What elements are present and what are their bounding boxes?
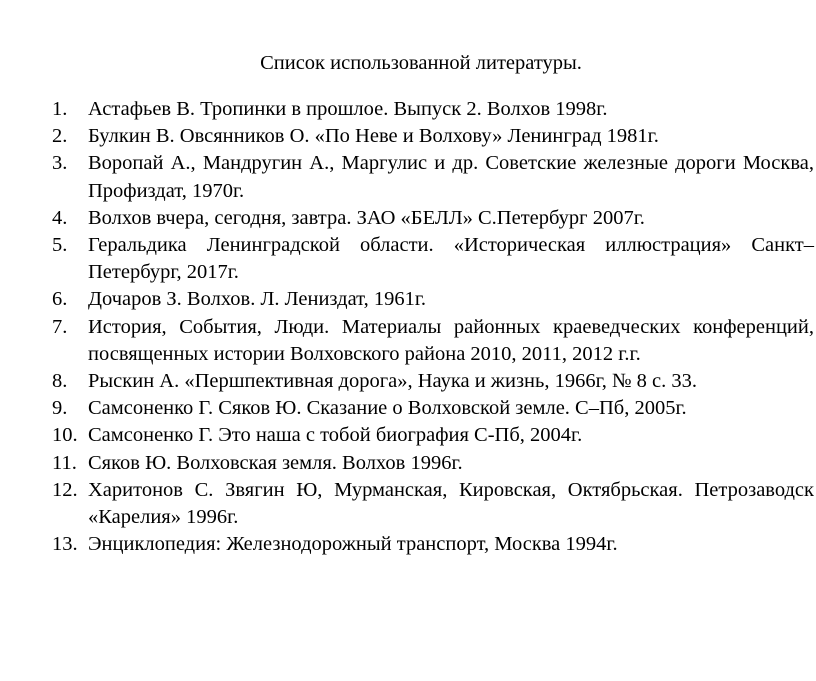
reference-text: Астафьев В. Тропинки в прошлое. Выпуск 2. Волхов 1998г. (88, 98, 608, 120)
reference-item-10 (52, 422, 814, 449)
reference-item-3 (52, 150, 814, 204)
reference-list (52, 96, 814, 558)
document-title: Список использованной литературы. (260, 52, 582, 74)
reference-number: 9. (52, 397, 68, 420)
reference-text: Харитонов С. Звягин Ю, Мурманская, Кировская, Октябрьская. Петрозаводск «Карелия» 1996г. (88, 478, 814, 529)
reference-text: Дочаров З. Волхов. Л. Лениздат, 1961г. (88, 288, 427, 311)
reference-item-4 (52, 205, 814, 232)
reference-number: 5. (52, 234, 68, 257)
reference-number: 10. (52, 424, 78, 447)
reference-number: 13. (52, 533, 78, 556)
reference-item-7 (52, 314, 814, 368)
reference-text: Самсоненко Г. Сяков Ю. Сказание о Волховской земле. С–Пб, 2005г. (88, 397, 687, 420)
reference-text: Булкин В. Овсянников О. «По Неве и Волхову» Ленинград 1981г. (88, 125, 659, 148)
reference-number: 4. (52, 206, 68, 229)
reference-item-6 (52, 286, 814, 313)
reference-number: 12. (52, 478, 78, 501)
reference-number: 7. (52, 315, 68, 338)
reference-text: Самсоненко Г. Это наша с тобой биография С-Пб, 2004г. (88, 424, 583, 447)
reference-number: 3. (52, 152, 68, 175)
reference-text: Волхов вчера, сегодня, завтра. ЗАО «БЕЛЛ» С.Петербург 2007г. (88, 206, 645, 229)
reference-number: 8. (52, 370, 68, 393)
reference-item-8 (52, 368, 814, 395)
reference-text: История, События, Люди. Материалы районных краеведческих конференций, посвященных истории Волховского района 2010, 2011, 2012 г.г. (88, 315, 814, 365)
reference-item-13 (52, 531, 814, 558)
reference-text: Воропай А., Мандругин А., Маргулис и др. Советские железные дороги Москва, Профиздат, 1970г. (88, 152, 814, 202)
reference-text: Геральдика Ленинградской области. «Историческая иллюстрация» Санкт–Петербург, 2017г. (88, 234, 814, 284)
reference-number: 1. (52, 98, 68, 120)
reference-number: 11. (52, 451, 77, 474)
reference-text: Рыскин А. «Першпективная дорога», Наука и жизнь, 1966г, № 8 с. 33. (88, 370, 697, 393)
reference-item-9 (52, 395, 814, 422)
reference-text: Сяков Ю. Волховская земля. Волхов 1996г. (88, 451, 463, 474)
reference-number: 2. (52, 125, 68, 148)
reference-number: 6. (52, 288, 68, 311)
reference-item-11 (52, 450, 814, 477)
reference-item-2 (52, 123, 814, 150)
reference-item-12 (52, 477, 814, 531)
reference-text: Энциклопедия: Железнодорожный транспорт, Москва 1994г. (88, 533, 618, 556)
reference-item-5 (52, 232, 814, 286)
reference-item-1 (52, 96, 814, 123)
